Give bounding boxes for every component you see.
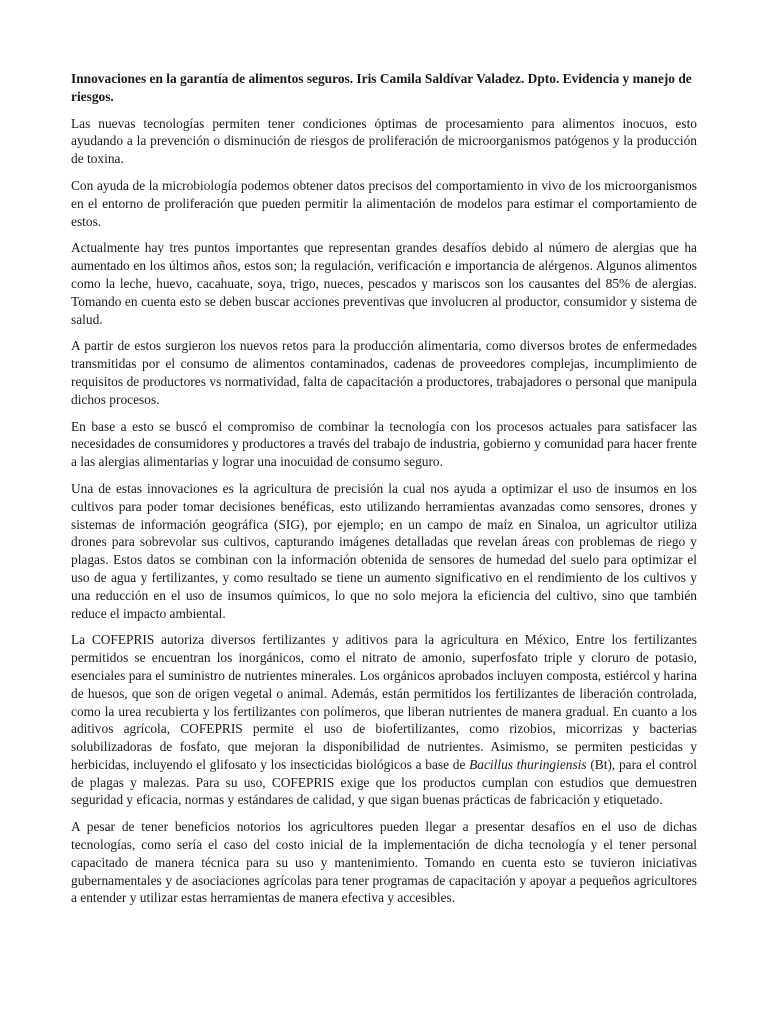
paragraph-microbiologia: Con ayuda de la microbiología podemos obtener datos precisos del comportamiento in vivo de los microorganismos en el entorno de proliferación que pueden permitir la alimentación de modelos para estimar el comportamiento de estos. (71, 177, 697, 229)
cofepris-text-start: La COFEPRIS autoriza diversos fertilizantes y aditivos para la agricultura en México, Entre los fertilizantes permitidos se encuentran los inorgánicos, como el nitrato de amonio, superfosfato triple y cloruro de potasio, esenciales para el suministro de nutrientes minerales. Los orgánicos aprobados incluyen composta, estiércol y harina de huesos, que son de origen vegetal o animal. Además, están permitidos los fertilizantes de liberación controlada, como la urea recubierta y los fertilizantes con polímeros, que liberan nutrientes de manera gradual. En cuanto a los aditivos agrícola, COFEPRIS permite el uso de biofertilizantes, como rizobios, micorrizas y bacterias solubilizadoras de fosfato, que mejoran la disponibilidad de nutrientes. Asimismo, se permiten pesticidas y herbicidas, incluyendo el glifosato y los insecticidas biológicos a base de (71, 632, 697, 772)
paragraph-cofepris (71, 631, 697, 809)
paragraph-alergias: Actualmente hay tres puntos importantes que representan grandes desafíos debido al número de alergias que ha aumentado en los últimos años, estos son; la regulación, verificación e importancia de alérgenos. Algunos alimentos como la leche, huevo, cacahuate, soya, trigo, nueces, pescados y mariscos son los causantes del 85% de alergias. Tomando en cuenta esto se deben buscar acciones preventivas que involucren al productor, consumidor y sistema de salud. (71, 240, 697, 327)
cofepris-text-end: (Bt), para el control de plagas y malezas. Para su uso, COFEPRIS exige que los productos cumplan con estudios que demuestren seguridad y eficacia, normas y estándares de calidad, y que sigan buenas prácticas de fabricación y etiquetado. (71, 756, 697, 808)
document-title: Innovaciones en la garantía de alimentos seguros. Iris Camila Saldívar Valadez. Dpto. Evidencia y manejo de riesgos. (71, 71, 692, 104)
bacillus-italic: Bacillus thuringiensis (469, 756, 587, 772)
paragraph-agricultura-precision: Una de estas innovaciones es la agricultura de precisión la cual nos ayuda a optimizar el uso de insumos en los cultivos para poder tomar decisiones benéficas, esto utilizando herramientas avanzadas como sensores, drones y sistemas de información geográfica (SIG), por ejemplo; en un campo de maíz en Sinaloa, un agricultor utiliza drones para sobrevolar sus cultivos, capturando imágenes detalladas que revelan áreas con problemas de riego y plagas. Estos datos se combinan con la información obtenida de sensores de humedad del suelo para optimizar el uso de agua y fertilizantes, y como resultado se tiene un aumento significativo en el rendimiento de los cultivos y una reducción en el uso de insumos químicos, lo que no solo mejora la eficiencia del cultivo, sino que también reduce el impacto ambiental. (71, 480, 697, 621)
paragraph-tecnologias: Las nuevas tecnologías permiten tener condiciones óptimas de procesamiento para alimentos inocuos, esto ayudando a la prevención o disminución de riesgos de proliferación de microorganismos patógenos y la producción de toxina. (71, 115, 697, 167)
paragraph-retos: A partir de estos surgieron los nuevos retos para la producción alimentaria, como diversos brotes de enfermedades transmitidas por el consumo de alimentos contaminados, cadenas de proveedores complejas, incumplimiento de requisitos de productores vs normatividad, falta de capacitación a productores, trabajadores o personal que manipula dichos procesos. (71, 338, 697, 407)
paragraph-desafios: A pesar de tener beneficios notorios los agricultores pueden llegar a presentar desafíos en el uso de dichas tecnologías, como sería el caso del costo inicial de la implementación de dicha tecnología y el tener personal capacitado de manera técnica para su uso y mantenimiento. Tomando en cuenta esto se tuvieron iniciativas gubernamentales y de asociaciones agrícolas para tener programas de capacitación y apoyar a pequeños agricultores a entender y utilizar estas herramientas de manera efectiva y accesibles. (71, 819, 697, 906)
paragraph-compromiso: En base a esto se buscó el compromiso de combinar la tecnología con los procesos actuales para satisfacer las necesidades de consumidores y productores a través del trabajo de industria, gobierno y comunidad para hacer frente a las alergias alimentarias y lograr una inocuidad de consumo seguro. (71, 418, 697, 470)
document-page (71, 70, 697, 916)
